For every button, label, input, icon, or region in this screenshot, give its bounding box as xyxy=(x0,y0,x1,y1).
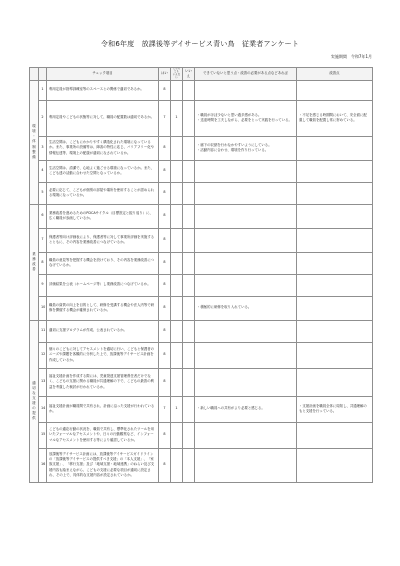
improvement-text xyxy=(297,320,373,342)
table-row xyxy=(30,274,373,296)
improvement-text xyxy=(297,182,373,204)
improvement-text: ・不足を感じる時期間において、安全面に配慮して職員を配置し常に努めている。 xyxy=(297,100,373,136)
row-number: 1 xyxy=(39,80,47,100)
no-count xyxy=(183,160,195,182)
yes-count: 8 xyxy=(159,342,171,368)
yes-count: 8 xyxy=(159,160,171,182)
table-row xyxy=(30,320,373,342)
no-count xyxy=(183,100,195,136)
improvement-text xyxy=(297,252,373,274)
reason-text xyxy=(195,252,297,274)
unknown-count: 1 xyxy=(171,100,183,136)
row-number: 15 xyxy=(39,422,47,448)
check-item-text: 利用定員が指導訓練室等のスペースとの関係で適切であるか。 xyxy=(47,80,159,100)
yes-count: 8 xyxy=(159,136,171,160)
improvement-text xyxy=(297,422,373,448)
yes-count: 8 xyxy=(159,182,171,204)
improvement-text xyxy=(297,80,373,100)
no-count xyxy=(183,342,195,368)
section-label xyxy=(30,204,39,320)
unknown-count xyxy=(171,342,183,368)
yes-count: 7 xyxy=(159,100,171,136)
unknown-count xyxy=(171,274,183,296)
check-item-text: こどもの適応行動の状況を、職員で共有し、標準化されたツールを用いたフォーマルなアセスメントや、日々の行動観察など、インフォーマルなアセスメントを使用する等により確認しているか。 xyxy=(47,422,159,448)
section-label xyxy=(30,320,39,482)
no-count xyxy=(183,274,195,296)
no-count xyxy=(183,396,195,422)
yes-count: 8 xyxy=(159,274,171,296)
reason-text xyxy=(195,320,297,342)
table-row xyxy=(30,368,373,396)
header-yes: はい xyxy=(159,68,171,81)
reason-text xyxy=(195,160,297,182)
check-item-text: 放課後等デイサービス計画には、放課後等デイサービスガイドラインの「放課後等デイサービスの提供すべき支援」の「本人支援」、「家族支援」、「移行支援」及び「地域支援・地域連携」のねらい及び支援内容も踏まえながら、こどもの支援に必要な項目が適切に設定され、その上で、具体的な支援内容が設定されているか。 xyxy=(47,448,159,482)
row-number: 8 xyxy=(39,252,47,274)
unknown-count xyxy=(171,80,183,100)
table-row xyxy=(30,80,373,100)
table-row xyxy=(30,160,373,182)
improvement-text xyxy=(297,448,373,482)
reason-text xyxy=(195,342,297,368)
unknown-count xyxy=(171,182,183,204)
check-item-text: 職員の意見等を把握する機会を設けており、その内容を業務改善につなげているか。 xyxy=(47,252,159,274)
row-number: 9 xyxy=(39,274,47,296)
yes-count: 8 xyxy=(159,422,171,448)
header-number-col xyxy=(39,68,47,81)
row-number: 5 xyxy=(39,182,47,204)
section-label-text: 適切 な 支援 の 提供 xyxy=(32,380,36,421)
yes-count: 7 xyxy=(159,396,171,422)
check-item-text: 個々のこどもに対してアセスメントを適切に行い、こどもと保護者のニーズや課題を客観的に分析した上で、放課後等デイサービス計画を作成しているか。 xyxy=(47,342,159,368)
table-row xyxy=(30,252,373,274)
reason-text xyxy=(195,274,297,296)
reason-text xyxy=(195,448,297,482)
unknown-count xyxy=(171,160,183,182)
improvement-text: ・支援計画を職員全体に周知し、共通理解のもと支援を行っている。 xyxy=(297,396,373,422)
unknown-count xyxy=(171,368,183,396)
row-number: 6 xyxy=(39,204,47,228)
row-number: 10 xyxy=(39,296,47,320)
unknown-count xyxy=(171,204,183,228)
improvement-text xyxy=(297,136,373,160)
check-item-text: 適切に支援プログラムが作成、公表されているか。 xyxy=(47,320,159,342)
section-label xyxy=(30,80,39,204)
header-improvement: 改善点 xyxy=(297,68,373,81)
no-count xyxy=(183,252,195,274)
check-item-text: 評価結果を公表（ホームページ等）し業務改善につなげているか。 xyxy=(47,274,159,296)
yes-count: 8 xyxy=(159,252,171,274)
no-count xyxy=(183,204,195,228)
check-item-text: 生活空間は、こどもにわかりやすく構造化された環境になっているか。また、事業所の設備等は、障害の特性に応じ、バリアフリー化や情報伝達等、環境上の配慮が適切になされているか。 xyxy=(47,136,159,160)
yes-count: 8 xyxy=(159,80,171,100)
no-count xyxy=(183,182,195,204)
no-count xyxy=(183,80,195,100)
table-row xyxy=(30,136,373,160)
table-row xyxy=(30,182,373,204)
row-number: 2 xyxy=(39,100,47,136)
row-number: 16 xyxy=(39,448,47,482)
check-item-text: 保護者等向け評価表により、保護者等に対して事業所評価を実施するとともに、その内容を業務改善につなげているか。 xyxy=(47,228,159,252)
improvement-text xyxy=(297,342,373,368)
check-item-text: 福祉支援計画が職員間で共有され、計画に沿った支援が行われているか。 xyxy=(47,396,159,422)
page-title: 令和6年度 放課後等デイサービス青い鳥 従業者アンケート xyxy=(100,40,300,48)
no-count xyxy=(183,136,195,160)
check-item-text: 利用定員やこどもの状態等に対して、職員の配置数は適切であるか。 xyxy=(47,100,159,136)
survey-table xyxy=(29,67,373,483)
improvement-text xyxy=(297,368,373,396)
unknown-count xyxy=(171,422,183,448)
unknown-count xyxy=(171,228,183,252)
section-label-text: 環境 ・ 体制 整備 xyxy=(32,124,36,159)
improvement-text xyxy=(297,296,373,320)
reason-text: ・職員がほぼ少ないと思い過多感がある。 ・送迎時間を工夫しながら、必要をとって実践を行っている。 xyxy=(195,100,297,136)
check-item-text: 職員の資質の向上を目的として、研修を受講する機会や法人内等で研修を開催する機会が確保されているか。 xyxy=(47,296,159,320)
reason-text: ・新しい職員への共有がより必要と感じる。 xyxy=(195,396,297,422)
section-label-text: 業務 改善 xyxy=(32,251,36,272)
yes-count: 8 xyxy=(159,204,171,228)
reason-text xyxy=(195,368,297,396)
table-row xyxy=(30,100,373,136)
check-item-text: 福祉支援計画を作成する際には、児童発達支援管理責任者だけでなく、こどもの支援に関わる職員が共通理解の下で、こどもの最善の利益を考慮した検討が行われているか。 xyxy=(47,368,159,396)
table-row xyxy=(30,296,373,320)
unknown-count xyxy=(171,320,183,342)
header-unknown: どちらとも いえない xyxy=(171,68,183,81)
no-count xyxy=(183,320,195,342)
improvement-text xyxy=(297,228,373,252)
row-number: 7 xyxy=(39,228,47,252)
no-count xyxy=(183,368,195,396)
check-item-text: 必要に応じて、こどもが個別の部屋や場所を使用することが認められる環境になっているか。 xyxy=(47,182,159,204)
improvement-text xyxy=(297,274,373,296)
reason-text: ・廊下の収納を行わなかやすいようにしている。 ・活動内容に合わせ、環境を作り行っている。 xyxy=(195,136,297,160)
no-count xyxy=(183,422,195,448)
check-item-text: 業務改善を進めるためのPDCAサイクル（目標設定と振り返り）に、広く職員が参画しているか。 xyxy=(47,204,159,228)
reason-text xyxy=(195,182,297,204)
yes-count: 8 xyxy=(159,448,171,482)
no-count xyxy=(183,228,195,252)
table-row xyxy=(30,204,373,228)
row-number: 4 xyxy=(39,160,47,182)
yes-count: 8 xyxy=(159,228,171,252)
no-count xyxy=(183,448,195,482)
row-number: 3 xyxy=(39,136,47,160)
yes-count: 8 xyxy=(159,368,171,396)
unknown-count xyxy=(171,136,183,160)
survey-date: 実施期間 令和7年1月 xyxy=(330,54,372,59)
table-row xyxy=(30,422,373,448)
reason-text: ・積極的に研修を取り入れている。 xyxy=(195,296,297,320)
unknown-count xyxy=(171,296,183,320)
header-reason: できていないと思う点・改善の必要がある点などあれば xyxy=(195,68,297,81)
unknown-count xyxy=(171,252,183,274)
table-row xyxy=(30,228,373,252)
table-row xyxy=(30,342,373,368)
reason-text xyxy=(195,204,297,228)
check-item-text: 生活空間は、清潔で、心地よく過ごせる環境になっているか。また、こども達の活動に合わせた空間となっているか。 xyxy=(47,160,159,182)
header-section-col xyxy=(30,68,39,81)
reason-text xyxy=(195,228,297,252)
header-no: いいえ xyxy=(183,68,195,81)
improvement-text xyxy=(297,160,373,182)
yes-count: 8 xyxy=(159,320,171,342)
row-number: 13 xyxy=(39,368,47,396)
row-number: 12 xyxy=(39,342,47,368)
reason-text xyxy=(195,422,297,448)
unknown-count: 1 xyxy=(171,396,183,422)
table-row xyxy=(30,396,373,422)
row-number: 11 xyxy=(39,320,47,342)
header-check-item: チェック項目 xyxy=(47,68,159,81)
table-header-row xyxy=(30,68,373,81)
improvement-text xyxy=(297,204,373,228)
table-row xyxy=(30,448,373,482)
row-number: 14 xyxy=(39,396,47,422)
unknown-count xyxy=(171,448,183,482)
no-count xyxy=(183,296,195,320)
yes-count: 8 xyxy=(159,296,171,320)
reason-text xyxy=(195,80,297,100)
